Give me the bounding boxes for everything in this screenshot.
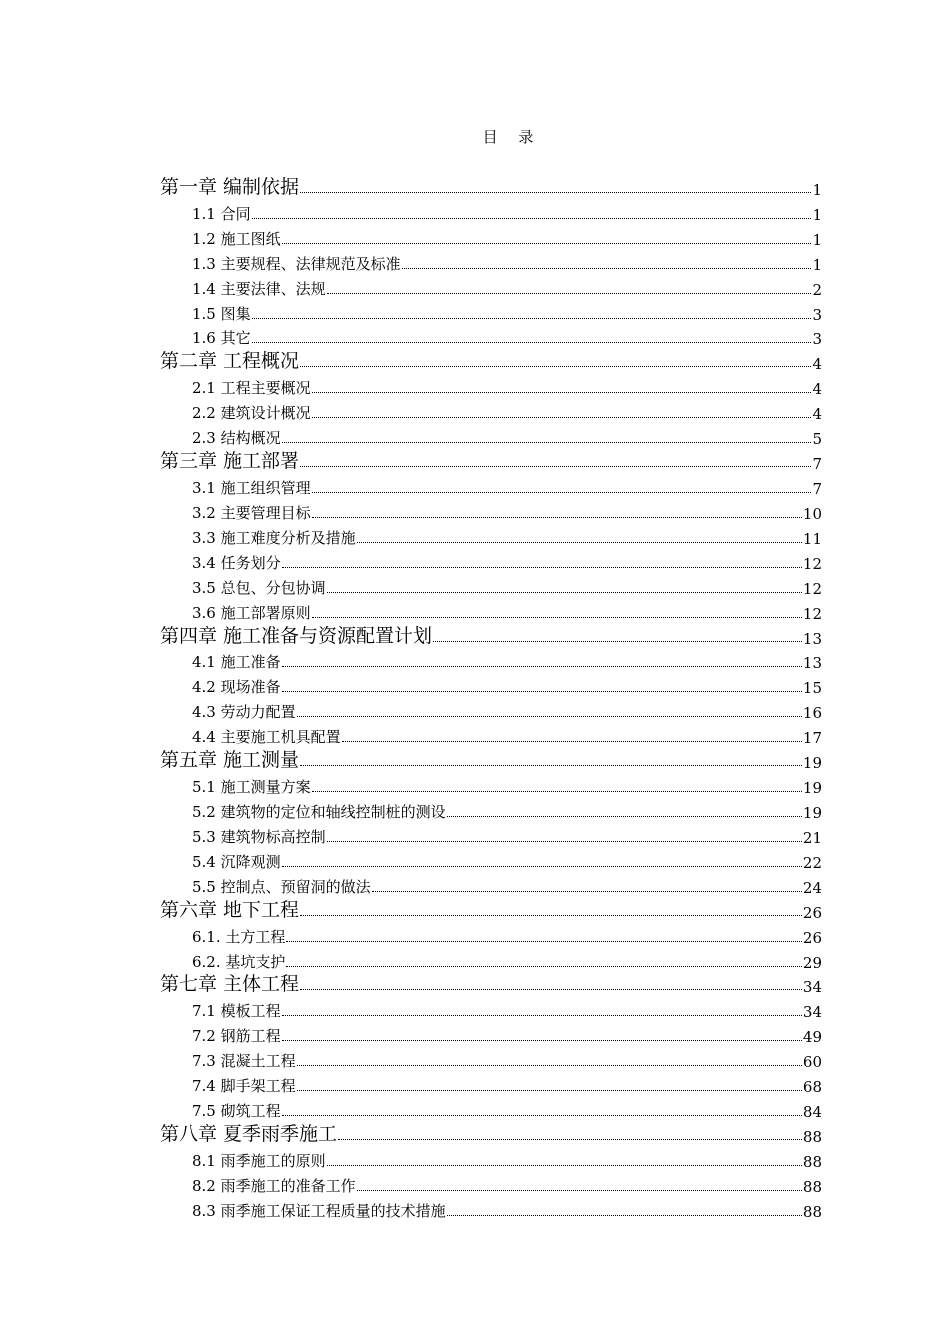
dot-leader xyxy=(252,318,812,319)
toc-section-entry[interactable] xyxy=(160,772,822,797)
toc-entry-label: 6.1. 土方工程 xyxy=(192,927,286,946)
toc-section-entry[interactable] xyxy=(160,1096,822,1121)
toc-page-number: 2 xyxy=(812,280,822,299)
dot-leader xyxy=(297,716,802,717)
toc-page-number: 17 xyxy=(802,729,822,748)
toc-chapter-entry[interactable] xyxy=(160,897,822,922)
toc-entry-label: 第二章 工程概况 xyxy=(160,350,300,373)
toc-entry-label: 5.2 建筑物的定位和轴线控制桩的测设 xyxy=(192,802,446,821)
toc-entry-label: 3.2 主要管理目标 xyxy=(192,503,311,522)
dot-leader xyxy=(433,641,802,642)
toc-page-number: 88 xyxy=(802,1152,822,1171)
toc-page-number: 7 xyxy=(812,479,822,498)
toc-section-entry[interactable] xyxy=(160,722,822,747)
toc-entry-label: 7.4 脚手架工程 xyxy=(192,1077,296,1096)
toc-entry-label: 3.3 施工难度分析及措施 xyxy=(192,528,356,547)
toc-section-entry[interactable] xyxy=(160,947,822,972)
toc-section-entry[interactable] xyxy=(160,1171,822,1196)
toc-page-number: 13 xyxy=(802,654,822,673)
toc-entry-label: 2.1 工程主要概况 xyxy=(192,379,311,398)
toc-entry-label: 第三章 施工部署 xyxy=(160,450,300,473)
toc-section-entry[interactable] xyxy=(160,498,822,523)
toc-section-entry[interactable] xyxy=(160,299,822,324)
dot-leader xyxy=(300,466,811,467)
toc-entry-label: 4.1 施工准备 xyxy=(192,653,281,672)
toc-page-number: 34 xyxy=(802,1003,822,1022)
toc-chapter-entry[interactable] xyxy=(160,623,822,648)
dot-leader xyxy=(312,617,802,618)
toc-section-entry[interactable] xyxy=(160,598,822,623)
dot-leader xyxy=(286,941,802,942)
toc-entry-label: 1.1 合同 xyxy=(192,204,251,223)
toc-chapter-entry[interactable] xyxy=(160,747,822,772)
dot-leader xyxy=(282,243,812,244)
toc-section-entry[interactable] xyxy=(160,249,822,274)
toc-section-entry[interactable] xyxy=(160,224,822,249)
toc-page-number: 3 xyxy=(812,330,822,349)
toc-section-entry[interactable] xyxy=(160,274,822,299)
toc-entry-label: 第五章 施工测量 xyxy=(160,749,300,772)
toc-entry-label: 2.3 结构概况 xyxy=(192,429,281,448)
dot-leader xyxy=(312,392,812,393)
toc-section-entry[interactable] xyxy=(160,1046,822,1071)
toc-page-number: 19 xyxy=(802,779,822,798)
toc-page-number: 88 xyxy=(802,1202,822,1221)
dot-leader xyxy=(252,218,812,219)
dot-leader xyxy=(338,1139,802,1140)
toc-section-entry[interactable] xyxy=(160,473,822,498)
toc-section-entry[interactable] xyxy=(160,1021,822,1046)
toc-section-entry[interactable] xyxy=(160,398,822,423)
toc-section-entry[interactable] xyxy=(160,423,822,448)
dot-leader xyxy=(300,989,802,990)
toc-entry-label: 第八章 夏季雨季施工 xyxy=(160,1122,338,1145)
dot-leader xyxy=(327,1165,802,1166)
toc-entry-label: 1.2 施工图纸 xyxy=(192,229,281,248)
toc-entry-label: 1.3 主要规程、法律规范及标准 xyxy=(192,254,401,273)
toc-section-entry[interactable] xyxy=(160,523,822,548)
toc-chapter-entry[interactable] xyxy=(160,448,822,473)
toc-page-number: 24 xyxy=(802,878,822,897)
toc-entry-label: 5.4 沉降观测 xyxy=(192,852,281,871)
dot-leader xyxy=(282,1015,802,1016)
toc-chapter-entry[interactable] xyxy=(160,972,822,997)
toc-page-number: 4 xyxy=(812,380,822,399)
toc-chapter-entry[interactable] xyxy=(160,174,822,199)
dot-leader xyxy=(312,791,802,792)
toc-section-entry[interactable] xyxy=(160,573,822,598)
toc-entry-label: 1.4 主要法律、法规 xyxy=(192,279,326,298)
toc-section-entry[interactable] xyxy=(160,872,822,897)
toc-entry-label: 3.4 任务划分 xyxy=(192,553,281,572)
toc-page-number: 60 xyxy=(802,1053,822,1072)
toc-entry-label: 3.1 施工组织管理 xyxy=(192,478,311,497)
toc-entry-label: 3.5 总包、分包协调 xyxy=(192,578,326,597)
toc-entry-label: 4.2 现场准备 xyxy=(192,678,281,697)
toc-page-number: 4 xyxy=(812,355,822,374)
dot-leader xyxy=(300,765,802,766)
toc-page-number: 3 xyxy=(812,305,822,324)
dot-leader xyxy=(342,741,802,742)
toc-page-number: 12 xyxy=(802,604,822,623)
table-of-contents xyxy=(160,174,822,1221)
dot-leader xyxy=(357,1190,802,1191)
toc-page-number: 1 xyxy=(812,255,822,274)
toc-entry-label: 1.6 其它 xyxy=(192,329,251,348)
toc-section-entry[interactable] xyxy=(160,1196,822,1221)
dot-leader xyxy=(297,1090,802,1091)
toc-page-number: 21 xyxy=(802,828,822,847)
toc-page-number: 16 xyxy=(802,704,822,723)
toc-section-entry[interactable] xyxy=(160,324,822,349)
toc-page-number: 1 xyxy=(812,230,822,249)
dot-leader xyxy=(282,442,812,443)
toc-section-entry[interactable] xyxy=(160,1146,822,1171)
toc-section-entry[interactable] xyxy=(160,996,822,1021)
toc-section-entry[interactable] xyxy=(160,672,822,697)
toc-page-number: 26 xyxy=(802,928,822,947)
dot-leader xyxy=(300,915,802,916)
toc-page-number: 19 xyxy=(802,754,822,773)
toc-entry-label: 4.4 主要施工机具配置 xyxy=(192,728,341,747)
toc-entry-label: 6.2. 基坑支护 xyxy=(192,952,286,971)
dot-leader xyxy=(282,567,802,568)
toc-page-number: 10 xyxy=(802,504,822,523)
toc-section-entry[interactable] xyxy=(160,1071,822,1096)
toc-entry-label: 8.1 雨季施工的原则 xyxy=(192,1151,326,1170)
toc-page-number: 15 xyxy=(802,679,822,698)
dot-leader xyxy=(300,192,811,193)
dot-leader xyxy=(252,342,812,343)
toc-page-number: 22 xyxy=(802,853,822,872)
toc-entry-label: 3.6 施工部署原则 xyxy=(192,603,311,622)
dot-leader xyxy=(282,666,802,667)
dot-leader xyxy=(300,366,811,367)
toc-entry-label: 第一章 编制依据 xyxy=(160,175,300,198)
toc-section-entry[interactable] xyxy=(160,548,822,573)
toc-entry-label: 4.3 劳动力配置 xyxy=(192,703,296,722)
toc-page-number: 68 xyxy=(802,1078,822,1097)
toc-section-entry[interactable] xyxy=(160,922,822,947)
toc-entry-label: 2.2 建筑设计概况 xyxy=(192,404,311,423)
toc-page-number: 19 xyxy=(802,803,822,822)
dot-leader xyxy=(282,691,802,692)
toc-section-entry[interactable] xyxy=(160,797,822,822)
toc-chapter-entry[interactable] xyxy=(160,1121,822,1146)
dot-leader xyxy=(282,1115,802,1116)
toc-page-number: 26 xyxy=(802,903,822,922)
toc-page-number: 29 xyxy=(802,953,822,972)
dot-leader xyxy=(372,891,802,892)
toc-entry-label: 7.3 混凝土工程 xyxy=(192,1052,296,1071)
toc-page-number: 5 xyxy=(812,430,822,449)
dot-leader xyxy=(357,542,802,543)
dot-leader xyxy=(327,592,802,593)
toc-page-number: 13 xyxy=(802,629,822,648)
dot-leader xyxy=(402,268,812,269)
toc-page-number: 4 xyxy=(812,405,822,424)
dot-leader xyxy=(312,492,812,493)
toc-section-entry[interactable] xyxy=(160,648,822,673)
toc-entry-label: 7.1 模板工程 xyxy=(192,1002,281,1021)
toc-entry-label: 1.5 图集 xyxy=(192,304,251,323)
toc-page-number: 12 xyxy=(802,554,822,573)
dot-leader xyxy=(297,1065,802,1066)
toc-page-number: 84 xyxy=(802,1103,822,1122)
dot-leader xyxy=(312,517,802,518)
toc-entry-label: 5.3 建筑物标高控制 xyxy=(192,827,326,846)
toc-page-number: 1 xyxy=(812,180,822,199)
toc-entry-label: 5.5 控制点、预留洞的做法 xyxy=(192,877,371,896)
page-title: 目 录 xyxy=(482,128,542,146)
toc-section-entry[interactable] xyxy=(160,199,822,224)
toc-chapter-entry[interactable] xyxy=(160,348,822,373)
toc-entry-label: 第四章 施工准备与资源配置计划 xyxy=(160,624,433,647)
toc-page-number: 11 xyxy=(802,529,822,548)
toc-page-number: 7 xyxy=(812,455,822,474)
dot-leader xyxy=(447,816,802,817)
dot-leader xyxy=(327,293,812,294)
toc-entry-label: 8.2 雨季施工的准备工作 xyxy=(192,1176,356,1195)
toc-section-entry[interactable] xyxy=(160,847,822,872)
dot-leader xyxy=(282,1040,802,1041)
toc-section-entry[interactable] xyxy=(160,373,822,398)
toc-entry-label: 8.3 雨季施工保证工程质量的技术措施 xyxy=(192,1201,446,1220)
toc-page-number: 88 xyxy=(802,1127,822,1146)
toc-section-entry[interactable] xyxy=(160,697,822,722)
dot-leader xyxy=(282,866,802,867)
dot-leader xyxy=(286,966,802,967)
toc-page-number: 88 xyxy=(802,1177,822,1196)
toc-page-number: 49 xyxy=(802,1028,822,1047)
toc-page-number: 1 xyxy=(812,205,822,224)
dot-leader xyxy=(327,841,802,842)
toc-entry-label: 第六章 地下工程 xyxy=(160,898,300,921)
toc-entry-label: 7.5 砌筑工程 xyxy=(192,1102,281,1121)
toc-entry-label: 第七章 主体工程 xyxy=(160,973,300,996)
toc-entry-label: 5.1 施工测量方案 xyxy=(192,778,311,797)
dot-leader xyxy=(447,1215,802,1216)
toc-section-entry[interactable] xyxy=(160,822,822,847)
dot-leader xyxy=(312,417,812,418)
toc-page-number: 34 xyxy=(802,978,822,997)
toc-entry-label: 7.2 钢筋工程 xyxy=(192,1027,281,1046)
toc-page-number: 12 xyxy=(802,579,822,598)
